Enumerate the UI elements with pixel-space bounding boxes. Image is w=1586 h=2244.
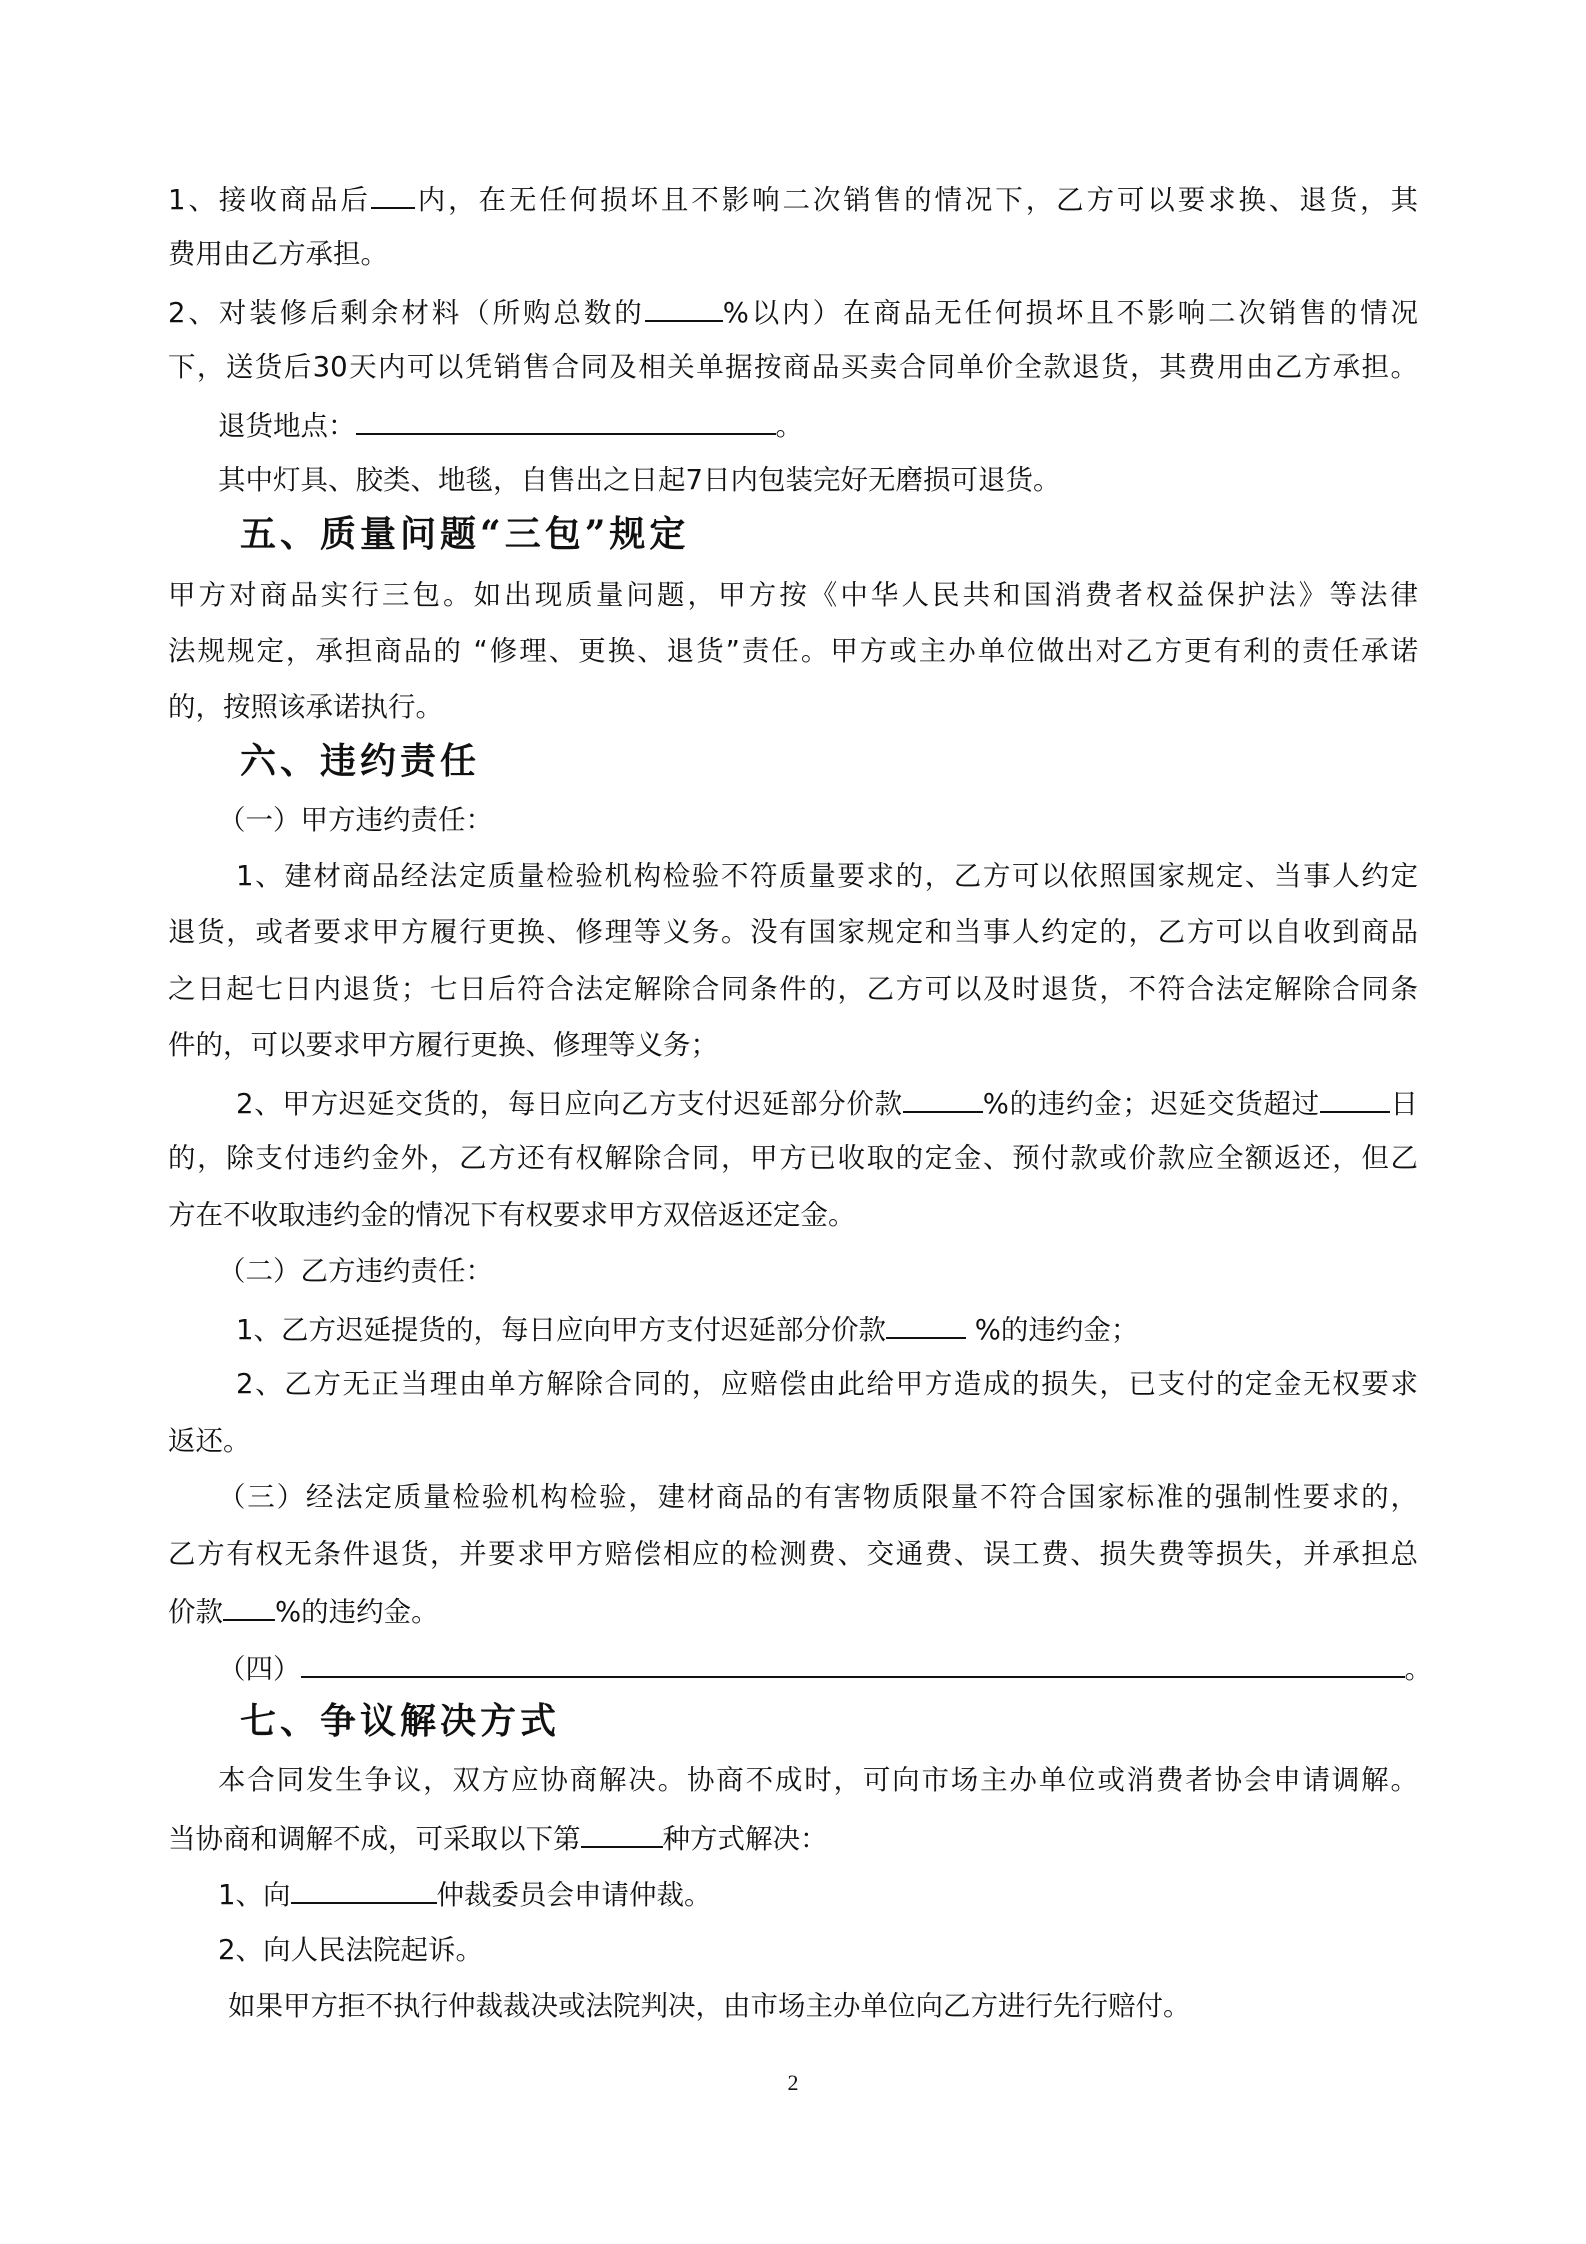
clause-6-2-2-line-2: 返还。: [168, 1425, 251, 1457]
clause-6-1-2-line-1: 2、甲方迟延交货的，每日应向乙方支付迟延部分价款 %的违约金；迟延交货超过 日: [236, 1082, 1418, 1124]
blank-total-percent: [223, 1590, 275, 1621]
clause-4-1-line-2: 费用由乙方承担。: [168, 238, 388, 270]
clause-6-1-1-line-1: 1、建材商品经法定质量检验机构检验不符质量要求的，乙方可以依照国家规定、当事人约定: [236, 860, 1418, 892]
clause-4-2-line-2: 下，送货后30天内可以凭销售合同及相关单据按商品买卖合同单价全款退货，其费用由乙方承担。: [168, 351, 1418, 383]
section-7-line-2: 当协商和调解不成，可采取以下第 种方式解决：: [168, 1817, 828, 1859]
clause-6-3-line-1: （三）经法定质量检验机构检验，建材商品的有害物质限量不符合国家标准的强制性要求的，: [218, 1481, 1418, 1513]
section-5-line-2: 法规规定，承担商品的 “修理、更换、退货”责任。甲方或主办单位做出对乙方更有利的责任承诺: [168, 635, 1418, 667]
blank-return-address: [356, 404, 776, 435]
page-number: 2: [787, 2070, 799, 2095]
subsection-6-1-title: （一）甲方违约责任：: [218, 804, 493, 836]
subsection-6-2-title: （二）乙方违约责任：: [218, 1255, 493, 1287]
clause-6-1-1-line-3: 之日起七日内退货；七日后符合法定解除合同条件的，乙方可以及时退货，不符合法定解除合同条: [168, 973, 1418, 1005]
blank-resolution-method: [581, 1817, 663, 1848]
section-5-line-1: 甲方对商品实行三包。如出现质量问题，甲方按《中华人民共和国消费者权益保护法》等法律: [168, 579, 1418, 611]
clause-6-3-line-2: 乙方有权无条件退货，并要求甲方赔偿相应的检测费、交通费、误工费、损失费等损失，并承担总: [168, 1538, 1418, 1570]
section-5-line-3: 的，按照该承诺执行。: [168, 691, 443, 723]
section-6-heading: 六、违约责任: [240, 740, 481, 782]
clause-6-1-2-line-2: 的，除支付违约金外，乙方还有权解除合同，甲方已收取的定金、预付款或价款应全额返还，但乙: [168, 1142, 1418, 1174]
clause-6-3-line-3: 价款 %的违约金。: [168, 1590, 439, 1632]
section-7-line-1: 本合同发生争议，双方应协商解决。协商不成时，可向市场主办单位或消费者协会申请调解。: [218, 1764, 1418, 1796]
blank-days: [371, 178, 415, 209]
blank-clause-6-4: [301, 1647, 1405, 1678]
option-arbitration: 1、向 仲裁委员会申请仲裁。: [218, 1873, 712, 1915]
clause-4-1-line-1: 1、接收商品后 内，在无任何损坏且不影响二次销售的情况下，乙方可以要求换、退货，其: [168, 178, 1418, 220]
blank-late-pickup-percent: [886, 1308, 966, 1339]
clause-4-note: 其中灯具、胶类、地毯，自售出之日起7日内包装完好无磨损可退货。: [218, 464, 1061, 496]
section-7-last-line: 如果甲方拒不执行仲裁裁决或法院判决，由市场主办单位向乙方进行先行赔付。: [228, 1990, 1191, 2022]
clause-6-2-2-line-1: 2、乙方无正当理由单方解除合同的，应赔偿由此给甲方造成的损失，已支付的定金无权要求: [236, 1368, 1418, 1400]
clause-6-1-1-line-2: 退货，或者要求甲方履行更换、修理等义务。没有国家规定和当事人约定的，乙方可以自收到商品: [168, 916, 1418, 948]
clause-6-2-1: 1、乙方迟延提货的，每日应向甲方支付迟延部分价款 %的违约金；: [236, 1308, 1138, 1350]
option-court: 2、向人民法院起诉。: [218, 1934, 483, 1966]
blank-overdue-days: [1320, 1082, 1390, 1113]
clause-4-2-line-1: 2、对装修后剩余材料（所购总数的 %以内）在商品无任何损坏且不影响二次销售的情况: [168, 291, 1418, 333]
return-address-line: 退货地点： 。: [218, 404, 803, 446]
clause-6-4: （四） 。: [218, 1647, 1432, 1689]
section-5-heading: 五、质量问题“三包”规定: [240, 513, 690, 555]
blank-percent: [645, 291, 723, 322]
section-7-heading: 七、争议解决方式: [240, 1700, 561, 1742]
blank-arbitration-committee: [291, 1873, 437, 1904]
clause-6-1-2-line-3: 方在不收取违约金的情况下有权要求甲方双倍返还定金。: [168, 1199, 856, 1231]
blank-penalty-percent: [903, 1082, 983, 1113]
clause-6-1-1-line-4: 件的，可以要求甲方履行更换、修理等义务；: [168, 1029, 718, 1061]
